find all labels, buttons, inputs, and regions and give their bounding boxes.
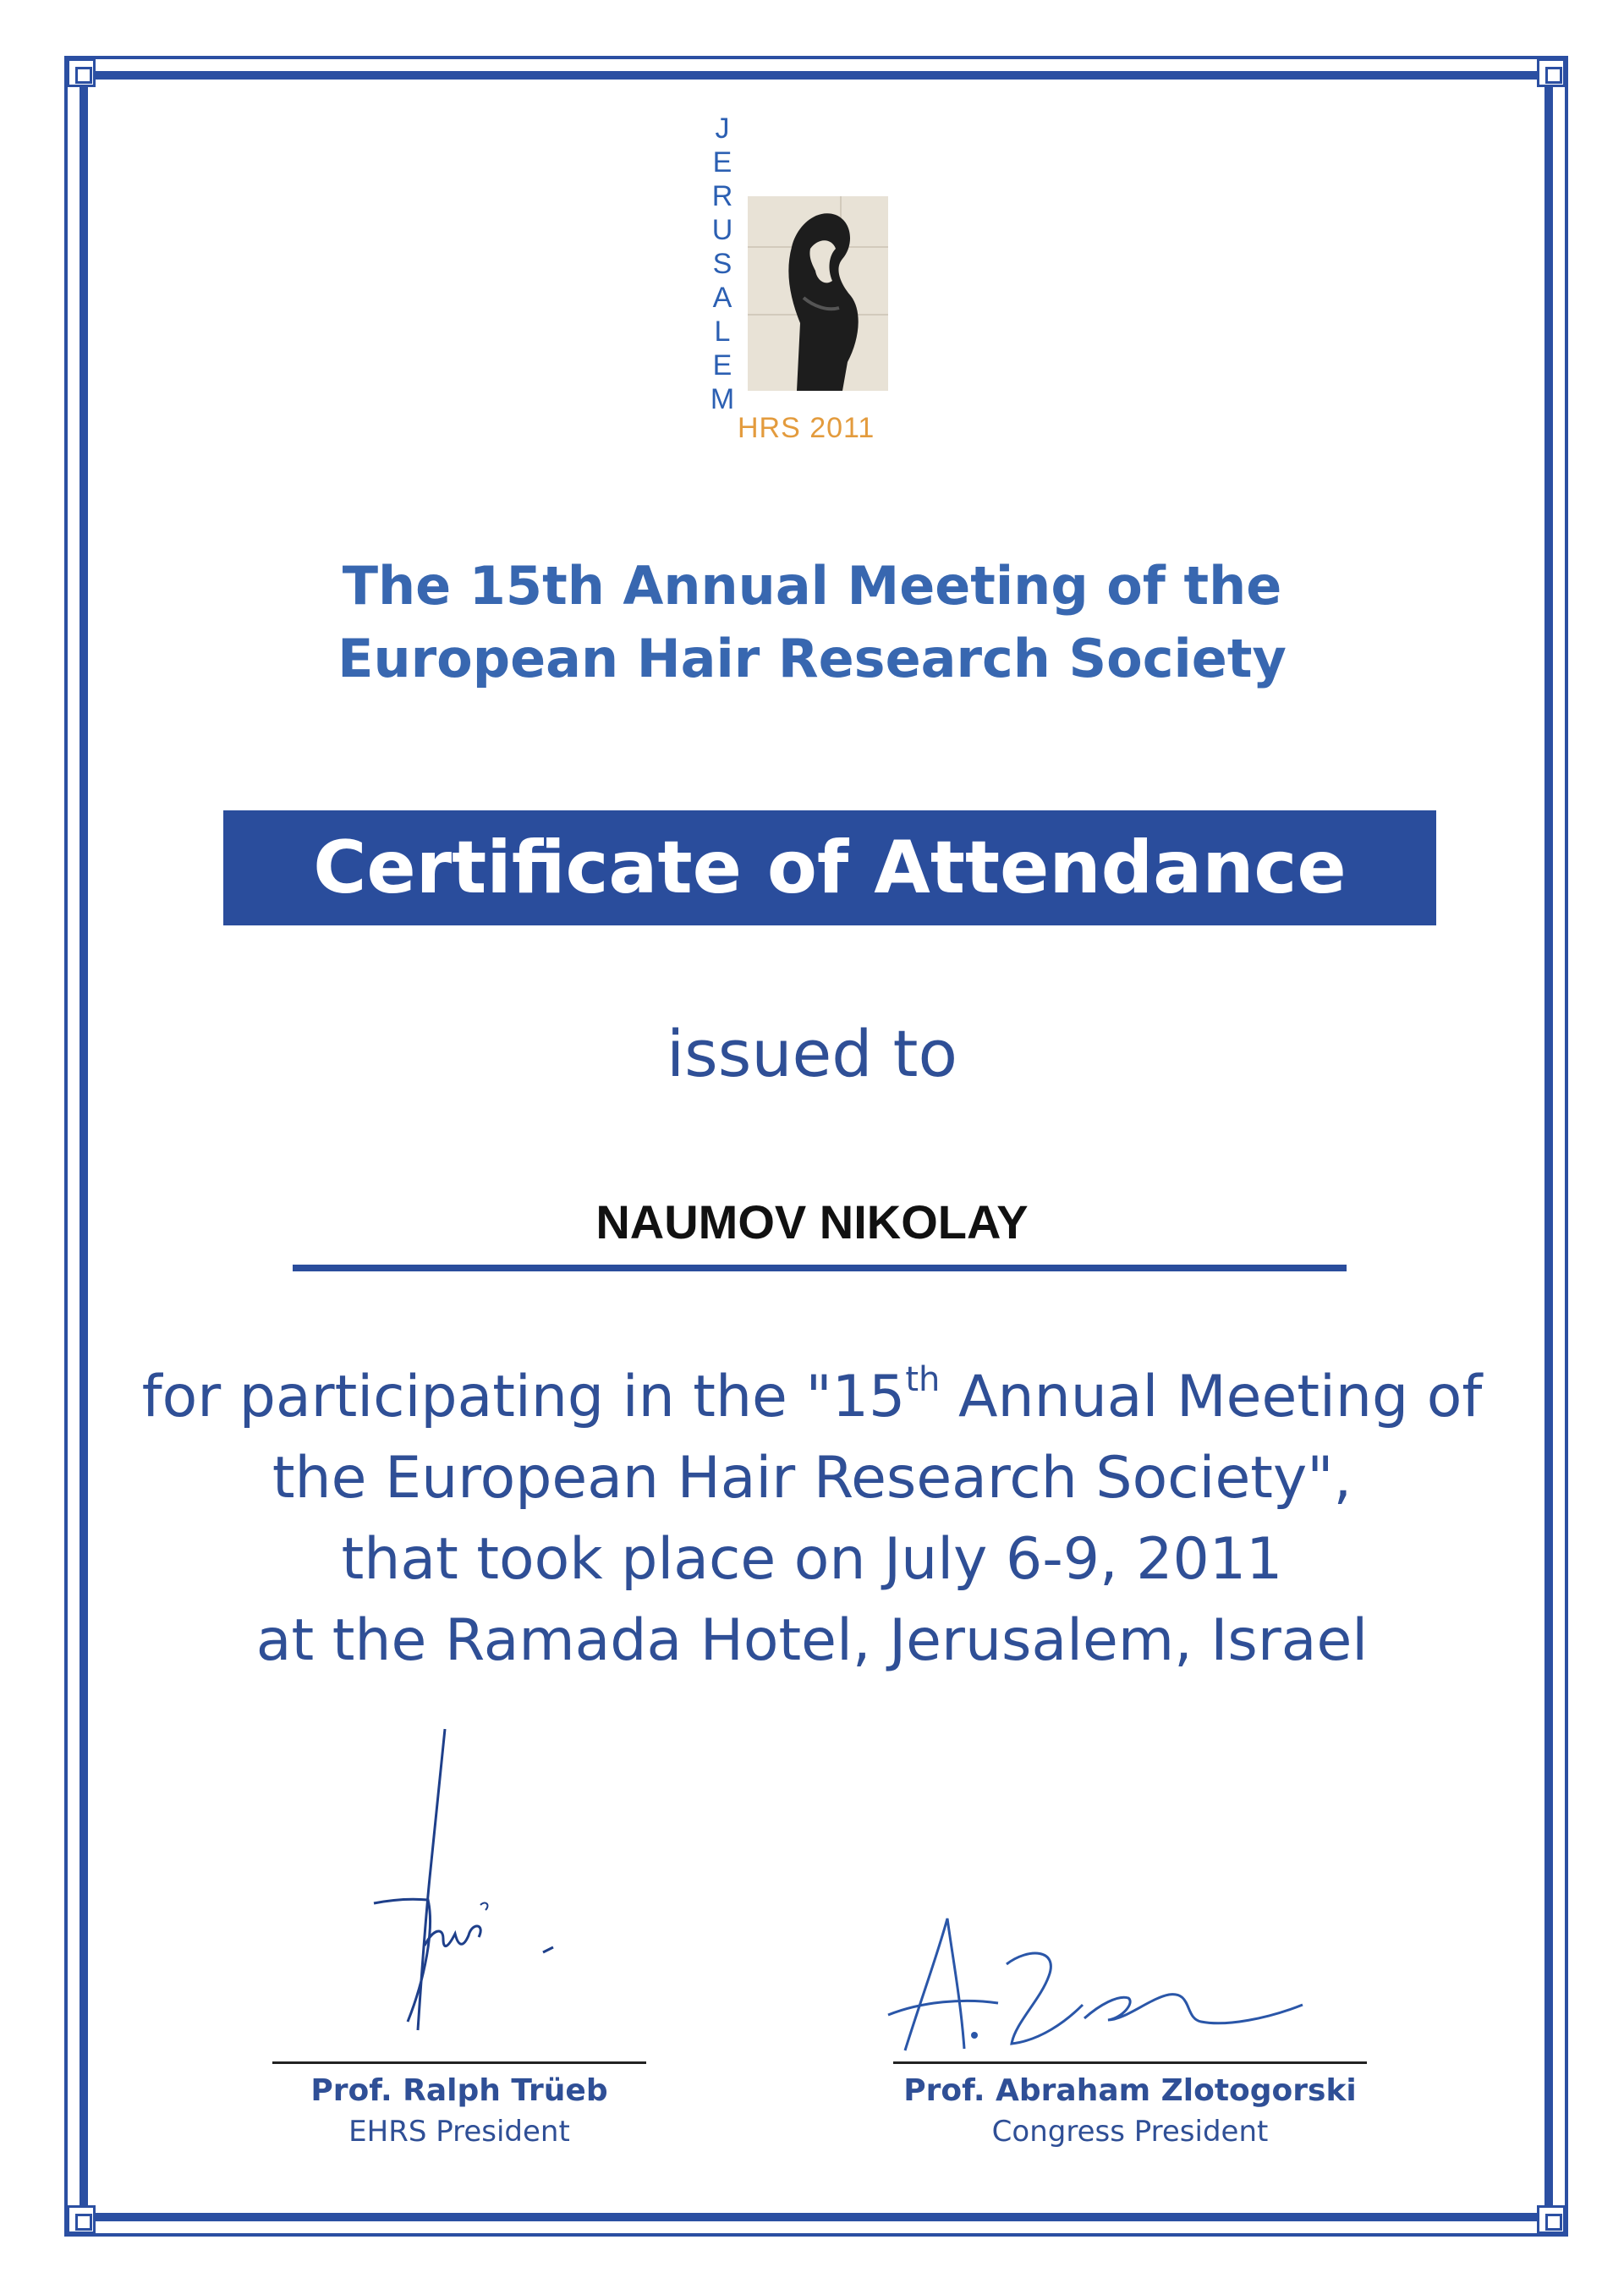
logo-letter: M: [710, 383, 735, 415]
issued-to-label: issued to: [667, 1016, 957, 1091]
signatory-name: Prof. Abraham Zlotogorski: [903, 2073, 1357, 2108]
signature-line: [272, 2061, 646, 2064]
recipient-underline: [293, 1265, 1347, 1271]
meeting-title-line: European Hair Research Society: [337, 628, 1287, 689]
logo-sculpture-image: [748, 196, 888, 391]
logo-letter: E: [712, 349, 732, 382]
signatory-right: [876, 2071, 1384, 2152]
signature-left: [222, 1726, 695, 2064]
body-line: that took place on July 6-9, 2011: [341, 1526, 1283, 1593]
signatory-left: [272, 2071, 646, 2152]
logo-ehrs-year: HRS 2011: [738, 412, 875, 444]
logo-letter: L: [714, 316, 731, 348]
recipient-name: NAUMOV NIKOLAY: [595, 1195, 1029, 1249]
signature-right: [837, 1726, 1311, 2064]
certificate-title: Certificate of Attendance: [313, 826, 1347, 910]
body-line: the European Hair Research Society",: [272, 1445, 1352, 1512]
signatory-role: EHRS President: [348, 2115, 570, 2149]
certificate-body: [0, 1357, 1624, 1682]
body-text-fragment: for participating in the "15: [141, 1364, 906, 1430]
body-line: at the Ramada Hotel, Jerusalem, Israel: [255, 1607, 1369, 1674]
frame-corner-ornament: [1537, 2205, 1566, 2234]
body-line: [0, 1357, 1624, 1438]
meeting-title: [0, 550, 1624, 695]
signature-line: [893, 2061, 1367, 2064]
logo-jerusalem-vertical: [707, 112, 738, 416]
body-text-fragment: Annual Meeting of: [940, 1364, 1483, 1430]
logo-letter: R: [711, 180, 733, 212]
frame-corner-ornament: [67, 58, 96, 87]
frame-corner-ornament: [67, 2205, 96, 2234]
logo-letter: E: [712, 146, 732, 178]
logo-letter: S: [712, 248, 732, 280]
logo-letter: A: [712, 282, 732, 314]
meeting-title-line: The 15th Annual Meeting of the: [342, 555, 1282, 617]
logo-letter: J: [715, 113, 730, 145]
frame-corner-ornament: [1537, 58, 1566, 87]
ordinal-suffix: th: [905, 1360, 941, 1399]
logo-letter: U: [711, 214, 733, 246]
signatory-role: Congress President: [991, 2115, 1269, 2149]
signatory-name: Prof. Ralph Trüeb: [310, 2073, 608, 2108]
